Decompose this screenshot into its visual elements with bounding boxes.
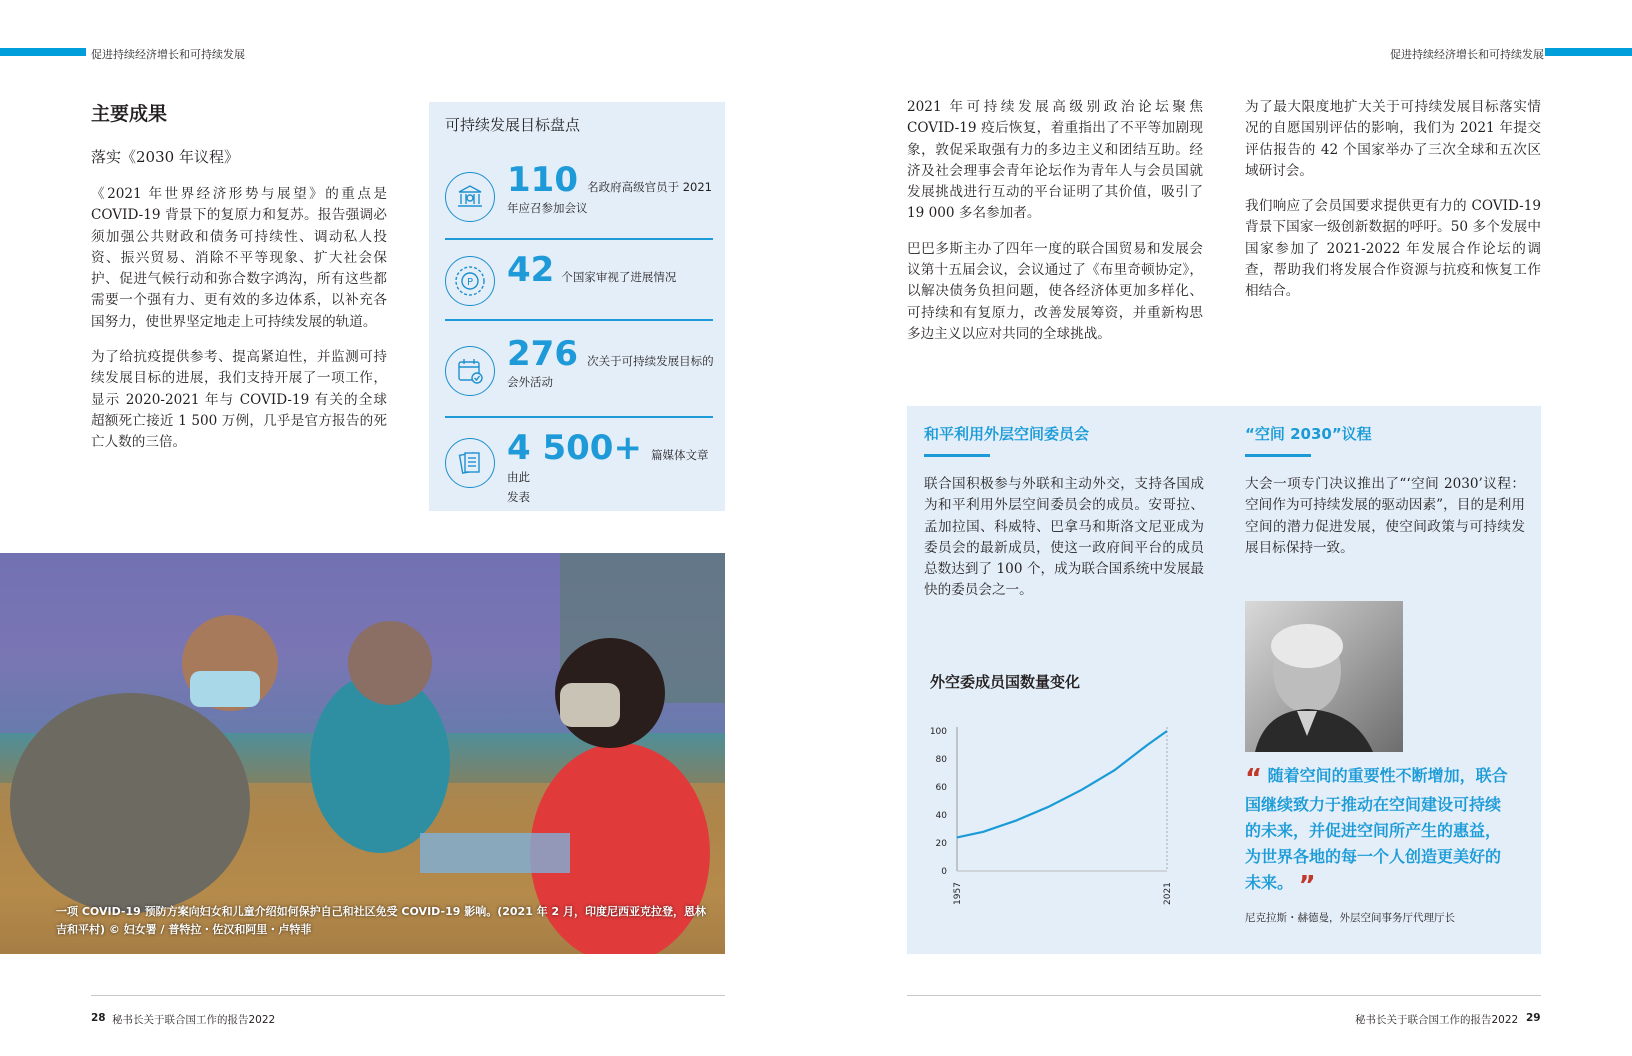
stat-description-cont: 年应召参加会议: [507, 201, 588, 215]
divider: [445, 416, 713, 418]
government-building-icon: [445, 172, 495, 222]
right-page-number: 29: [1526, 1012, 1541, 1024]
y-tick-label: 40: [935, 811, 947, 821]
portrait-photo: [1245, 601, 1403, 752]
space2030-text: 大会一项专门决议推出了“‘空间 2030’议程：空间作为可持续发展的驱动因素”，目的是利用空间的潜力促进发展，使空间政策与可持续发展目标保持一致。: [1245, 476, 1525, 556]
sub-heading: 落实《2030 年议程》: [91, 148, 239, 166]
photo-covid-program: [0, 553, 725, 954]
stat-description-cont: 发表: [507, 490, 530, 504]
stat-item-officials: [445, 162, 713, 232]
y-tick-label: 60: [935, 783, 947, 793]
stat-description: 个国家审视了进展情况: [561, 270, 677, 284]
y-tick-label: 0: [941, 867, 947, 877]
chart-title: 外空委成员国数量变化: [930, 673, 1081, 691]
photo-caption: 一项 COVID-19 预防方案向妇女和儿童介绍如何保护自己和社区免受 COVID-19 影响。(2021 年 2 月，印度尼西亚克拉登，恩林吉和平村) © 妇女署 / 普特拉・佐汉和阿里・卢特菲: [56, 905, 706, 936]
right-col1-paragraph-1: 2021 年可持续发展高级别政治论坛聚焦 COVID-19 疫后恢复，着重指出了不平等加剧现象，敦促采取强有力的多边主义和团结互助。经济及社会理事会青年论坛作为青年人与会员国就发展挑战进行互动的平台证明了其价值，吸引了 19 000 多名参加者。: [907, 99, 1203, 222]
stat-number: 42: [507, 250, 555, 290]
divider: [445, 238, 713, 240]
y-tick-label: 20: [935, 839, 947, 849]
right-running-header: 促进持续经济增长和可持续发展: [1390, 48, 1544, 61]
main-heading: 主要成果: [91, 103, 168, 125]
photo-scene: [0, 553, 725, 954]
quote-open-mark: “: [1245, 764, 1263, 794]
quote-attribution: 尼克拉斯・赫德曼，外层空间事务厅代理厅长: [1245, 912, 1455, 924]
y-tick-label: 100: [929, 727, 947, 737]
quote-close-mark: ”: [1298, 871, 1316, 901]
right-footer-rule: [907, 995, 1541, 996]
stat-number: 276: [507, 334, 578, 374]
right-col2-paragraph-2: 我们响应了会员国要求提供更有力的 COVID-19 背景下国家一级创新数据的呼吁。50 多个发展中国家参加了 2021-2022 年发展合作论坛的调查，帮助我们将发展合作资源与抗疫和恢复工作相结合。: [1245, 198, 1541, 300]
left-footer-rule: [91, 995, 725, 996]
right-col1-paragraph-2: 巴巴多斯主办了四年一度的联合国贸易和发展会议第十五届会议，会议通过了《布里奇顿协定》，以解决债务负担问题，使各经济体更加多样化、可持续和有复原力，改善发展筹资，并重新构思多边主义以应对共同的全球挑战。: [907, 240, 1203, 342]
copuos-heading: 和平利用外层空间委员会: [924, 425, 1090, 443]
left-paragraph-2: 为了给抗疫提供参考、提高紧迫性，并监测可持续发展目标的进展，我们支持开展了一项工作，显示 2020-2021 年与 COVID-19 有关的全球超额死亡接近 1 500 万例，几乎是官方报告的死亡人数的三倍。: [91, 349, 387, 451]
stat-number: 110: [507, 160, 578, 200]
stat-description: 次关于可持续发展目标的: [587, 354, 714, 368]
space2030-heading: “空间 2030”议程: [1245, 425, 1372, 443]
stat-item-countries: [445, 248, 713, 318]
stat-item-media: [445, 428, 713, 504]
sdg-stats-box: [429, 102, 725, 511]
quote-text: 随着空间的重要性不断增加，联合国继续致力于推动在空间建设可持续的未来，并促进空间所产生的惠益，为世界各地的每一个人创造更美好的未来。: [1245, 766, 1508, 892]
stat-description: 名政府高级官员于 2021: [587, 180, 712, 194]
documents-icon: [445, 438, 495, 488]
left-running-header: 促进持续经济增长和可持续发展: [91, 48, 245, 61]
svg-text:P: P: [466, 277, 474, 288]
right-column-2: [1245, 97, 1541, 317]
right-col2-paragraph-1: 为了最大限度地扩大关于可持续发展目标落实情况的自愿国别评估的影响，我们为 2021 年提交评估报告的 42 个国家举办了三次全球和五次区域研讨会。: [1245, 99, 1541, 179]
right-column-1: [907, 97, 1203, 359]
outer-space-box: [907, 406, 1541, 954]
left-body-text: [91, 184, 387, 468]
right-footer-title: 秘书长关于联合国工作的报告2022: [1355, 1014, 1519, 1026]
x-tick-label: 1957: [953, 882, 963, 905]
left-paragraph-1: 《2021 年世界经济形势与展望》的重点是 COVID-19 背景下的复原力和复苏。报告强调必须加强公共财政和债务可持续性、调动私人投资、振兴贸易、消除不平等现象、扩大社会保护、促进气候行动和弥合数字鸿沟，所有这些都需要一个强有力、更有效的多边体系，以补充各国努力，使世界坚定地走上可持续发展的轨道。: [91, 186, 387, 330]
heading-underline: [924, 454, 990, 457]
sdg-wheel-icon: [445, 256, 495, 306]
stat-description: 篇媒体文章由此: [507, 448, 709, 484]
left-header-bar: [0, 48, 86, 56]
stat-item-side-events: [445, 336, 713, 406]
right-header-bar: [1545, 48, 1632, 56]
quote-block: [1245, 763, 1515, 899]
x-tick-label: 2021: [1163, 882, 1173, 905]
left-page-number: 28: [91, 1012, 106, 1024]
calendar-check-icon: [445, 346, 495, 396]
series-line: [957, 731, 1167, 837]
portrait-figure: [1245, 601, 1403, 752]
y-tick-label: 80: [935, 755, 947, 765]
left-footer-title: 秘书长关于联合国工作的报告2022: [112, 1014, 276, 1026]
stats-box-title: 可持续发展目标盘点: [445, 116, 581, 134]
heading-underline: [1245, 454, 1311, 457]
members-line-chart: [917, 701, 1197, 911]
copuos-text: 联合国积极参与外联和主动外交，支持各国成为和平利用外层空间委员会的成员。安哥拉、孟加拉国、科威特、巴拿马和斯洛文尼亚成为委员会的最新成员，使这一政府间平台的成员总数达到了 100 个，成为联合国系统中发展最快的委员会之一。: [924, 476, 1204, 599]
divider: [445, 319, 713, 321]
stat-description-cont: 会外活动: [507, 375, 553, 389]
stat-number: 4 500+: [507, 428, 642, 468]
